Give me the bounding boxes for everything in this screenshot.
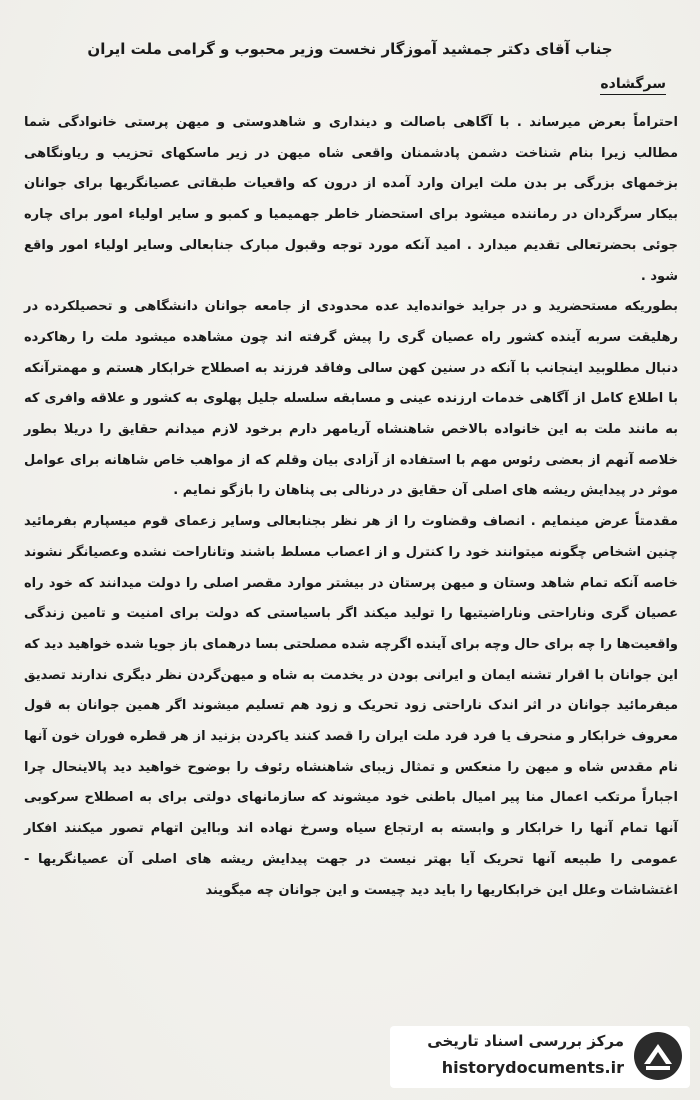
letter-subheading: سرگشاده [600, 76, 666, 95]
letter-paragraph-3: مقدمتاً عرض مینمایم . انصاف وقضاوت را از هر نظر بجنابعالی وسایر زعمای قوم میسپارم بفرمائید چنین اشخاص چگونه میتوانند خود را کنترل و از اعصاب مسلط باشند وتاناراحت نشده وعصیانگر نشوند خاصه آنکه تمام شاهد وستان و میهن پرستان در بیشتر موارد مقصر اصلی را دولت میدانند که خود راه عصیان گری وناراحتی وناراضیتیها را تولید میکند اگر باسیاستی که دولت برای امنیت و تامین زندگی واقعیت‌ها را چه برای حال وچه برای آینده اگرچه شده مصلحتی بسا درهمای باز جویا شده خواهید دید که این جوانان با اقرار تشنه ایمان و ایرانی بودن در یخدمت به شاه و میهن‌گردن نظر دیگری ندارند تصدیق میفرمائید جوانان در اثر اندک ناراحتی زود تحریک و زود هم تسلیم میشوند اگر همین جوانان به قول معروف خرابکار و منحرف یا فرد فرد ملت ایران را قصد کنند یاکردن بزنید از هر قطره فوران خون آنها نام مقدس شاه و میهن را منعکس و تمثال زیبای شاهنشاه رئوف را بوضوح خواهید دید پالاینحال چرا اجباراً مرتکب اعمال منا پیر امیال باطنی خود میشوند که سازمانهای دولتی برای به اصطلاح سرکوبی آنها تمام آنها را خرابکار و وابسته به ارتجاع سیاه وسرخ نهاده اند وبااین اتهام تصور میکنند افکار عمومی را طبیعه آنها تحریک آیا بهتر نیست در جهت پیدایش ریشه های اصلی آن عصیانگریها - اغتشاشات وعلل این خرابکاریها را باید دید چیست و این جوانان چه میگویند [24, 514, 678, 898]
letter-paragraph-2: بطوریکه مستحضرید و در جراید خوانده‌اید عده محدودی از جامعه جوانان دانشگاهی و تحصیلکرده در رهلیقت سربه آینده کشور راه عصیان گری را پیش گرفته اند چون مشاهده میشود ملت را رهاکرده دنبال مطلوبید اینجانب با آنکه در سنین کهن سالی وفاقد فرزند به اصطلاح خرابکار هستم و مهمترآنکه با اطلاع کامل از آگاهی خدمات ارزنده عینی و مسابقه سلسله جلیل پهلوی به کشور و علاقه وافری که به مانند ملت به این خانواده بالاخص شاهنشاه آریامهر دارم برخود لازم میدانم حقایق را دریلا بطور خلاصه آنهم از بعضی رئوس مهم با استفاده از آزادی بیان وقلم که از مواهب خاص شاهانه برای عوامل موثر در پیدایش ریشه های اصلی آن حقایق در درنالی بی پناهان را بازگو نمایم . [24, 299, 678, 499]
archive-logo-icon [632, 1030, 684, 1082]
letter-heading: جناب آقای دکتر جمشید آموزگار نخست وزیر محبوب و گرامی ملت ایران [87, 40, 613, 58]
watermark-title: مرکز بررسی اسناد تاریخی [427, 1032, 624, 1050]
letter-body [24, 108, 678, 906]
letter-paragraph-1: احتراماً بعرض میرساند . با آگاهی باصالت و دینداری و شاهدوستی و میهن پرستی خانوادگی شما مطالب زیرا بنام شناخت دشمن پادشمنان واقعی شاه میهن در زیر ماسکهای تحزیب و ریاونگاهی بزخمهای بزرگی بر بدن ملت ایران وارد آمده از درون که واقعیات طبقاتی عصیانگریها برای جوانان بیکار سرگردان در رماننده میشود برای استحضار خاطر جهمیمیا و کمبو و سایر اولیاء امور برای چاره جوئی بحضرتعالی تقدیم میدارد . امید آنکه مورد توجه وقبول مبارک جنابعالی وسایر اولیاء امور واقع شود . [24, 115, 678, 284]
watermark [390, 1026, 690, 1088]
watermark-url[interactable]: historydocuments.ir [441, 1058, 624, 1077]
